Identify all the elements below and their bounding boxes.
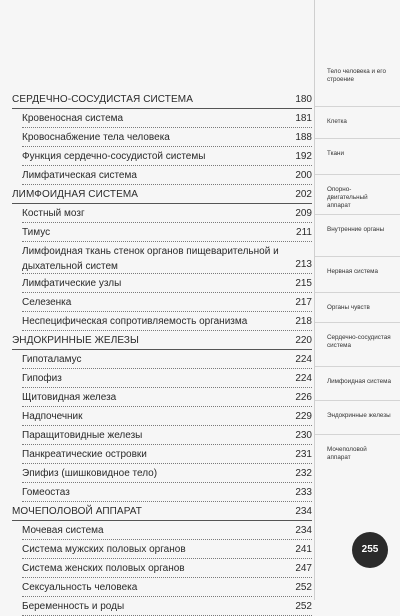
toc-entry-title: Сексуальность человека [22,582,138,593]
toc-entry-title: Костный мозг [22,208,85,219]
toc-entry-title: Кровоснабжение тела человека [22,132,170,143]
toc-entry-title: Гипофиз [22,373,62,384]
toc-entry-page: 188 [295,132,312,143]
toc-entry[interactable] [12,578,312,597]
sidebar-divider [315,366,400,367]
toc-entry-title: Паращитовидные железы [22,430,143,441]
toc-entry-page: 220 [295,335,312,346]
toc-entry-title: Надпочечник [22,411,83,422]
sidebar-section-link[interactable]: Органы чувств [327,304,370,311]
toc-entry-title: ЛИМФОИДНАЯ СИСТЕМА [12,189,139,200]
toc-entry-page: 229 [295,411,312,422]
toc-entry-page: 202 [295,189,312,200]
toc-section-entry[interactable] [12,90,312,109]
toc-list [12,90,312,616]
toc-entry[interactable] [12,147,312,166]
sidebar-section-link[interactable]: Клетка [327,118,347,125]
sidebar-section-link[interactable]: Опорно-двигательный аппарат [327,186,368,209]
toc-entry[interactable] [12,521,312,540]
sidebar-divider [315,214,400,215]
toc-entry[interactable] [12,274,312,293]
toc-entry-page: 217 [295,297,312,308]
toc-entry-title: Лимфоидная ткань стенок органов пищеварительной и дыхательной систем [22,246,279,272]
sidebar-divider [315,434,400,435]
sidebar-section-link[interactable]: Ткани [327,150,344,157]
toc-entry-title: Функция сердечно-сосудистой системы [22,151,206,162]
toc-entry[interactable] [12,445,312,464]
toc-entry-page: 224 [295,354,312,365]
toc-entry[interactable] [12,540,312,559]
toc-entry[interactable] [12,350,312,369]
toc-entry[interactable] [12,109,312,128]
sidebar-divider [315,256,400,257]
sidebar-section-link[interactable]: Тело человека и его строение [327,68,386,83]
toc-entry-page: 230 [295,430,312,441]
toc-entry-page: 192 [295,151,312,162]
table-of-contents-page [12,18,312,612]
toc-entry-page: 233 [295,487,312,498]
toc-entry-page: 218 [295,316,312,327]
sidebar-divider [315,322,400,323]
toc-entry[interactable] [12,407,312,426]
toc-entry-page: 181 [295,113,312,124]
toc-entry-page: 252 [295,582,312,593]
toc-entry-title: Эпифиз (шишковидное тело) [22,468,158,479]
toc-entry[interactable] [12,242,312,274]
sidebar-divider [315,138,400,139]
toc-section-entry[interactable] [12,502,312,521]
sidebar-section-link[interactable]: Сердечно-сосудистая система [327,334,391,349]
toc-entry[interactable] [12,223,312,242]
toc-entry-title: Мочевая система [22,525,104,536]
toc-entry-title: СЕРДЕЧНО-СОСУДИСТАЯ СИСТЕМА [12,94,193,105]
toc-entry-page: 213 [295,259,312,270]
section-sidebar [314,0,400,600]
toc-entry-page: 231 [295,449,312,460]
toc-entry-page: 180 [295,94,312,105]
page-number: 255 [352,532,388,568]
toc-entry-page: 252 [295,601,312,612]
toc-entry[interactable] [12,128,312,147]
toc-entry-title: Система женских половых органов [22,563,185,574]
toc-entry-title: ЭНДОКРИННЫЕ ЖЕЛЕЗЫ [12,335,139,346]
sidebar-divider [315,400,400,401]
toc-section-entry[interactable] [12,185,312,204]
toc-entry[interactable] [12,312,312,331]
toc-entry-page: 215 [295,278,312,289]
toc-entry-title: Гипоталамус [22,354,82,365]
toc-entry-title: Беременность и роды [22,601,125,612]
toc-entry[interactable] [12,426,312,445]
toc-entry[interactable] [12,369,312,388]
toc-entry-title: Лимфатические узлы [22,278,122,289]
toc-entry-title: Панкреатические островки [22,449,147,460]
toc-entry-page: 234 [295,506,312,517]
toc-section-entry[interactable] [12,331,312,350]
toc-entry[interactable] [12,166,312,185]
sidebar-section-link[interactable]: Эндокринные железы [327,412,391,419]
toc-entry-title: Щитовидная железа [22,392,117,403]
toc-entry-title: Тимус [22,227,51,238]
toc-entry[interactable] [12,559,312,578]
toc-entry[interactable] [12,388,312,407]
toc-entry-page: 224 [295,373,312,384]
toc-entry-page: 209 [295,208,312,219]
toc-entry-page: 247 [295,563,312,574]
sidebar-divider [315,174,400,175]
sidebar-section-link[interactable]: Внутренние органы [327,226,385,233]
toc-entry-page: 226 [295,392,312,403]
toc-entry[interactable] [12,204,312,223]
toc-entry-page: 241 [295,544,312,555]
toc-entry-title: Система мужских половых органов [22,544,186,555]
toc-entry[interactable] [12,293,312,312]
toc-entry-page: 200 [295,170,312,181]
sidebar-section-link[interactable]: Нервная система [327,268,378,275]
toc-entry-page: 232 [295,468,312,479]
sidebar-section-link[interactable]: Мочеполовой аппарат [327,446,367,461]
toc-entry-title: МОЧЕПОЛОВОЙ АППАРАТ [12,506,143,517]
sidebar-section-link[interactable]: Лимфоидная система [327,378,391,385]
toc-entry-page: 234 [295,525,312,536]
toc-entry-page: 211 [296,227,312,238]
toc-entry-title: Кровеносная система [22,113,124,124]
toc-entry-title: Гомеостаз [22,487,70,498]
toc-entry[interactable] [12,464,312,483]
toc-entry-title: Селезенка [22,297,72,308]
sidebar-divider [315,106,400,107]
toc-entry-title: Неспецифическая сопротивляемость организма [22,316,248,327]
toc-entry-title: Лимфатическая система [22,170,137,181]
toc-entry[interactable] [12,483,312,502]
sidebar-divider [315,292,400,293]
